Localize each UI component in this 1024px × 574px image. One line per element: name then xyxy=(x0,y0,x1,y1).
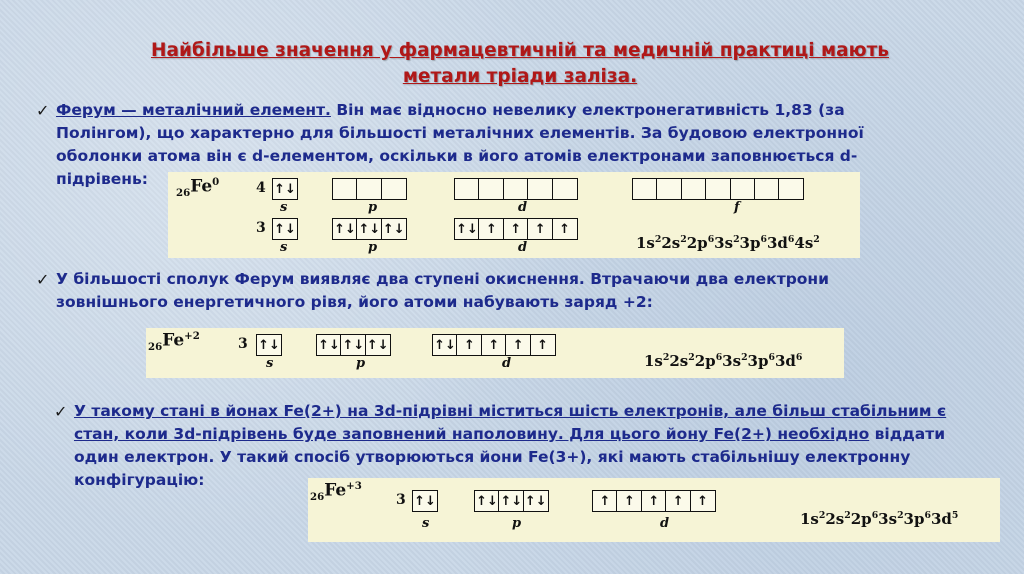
fe2-3d-orbital-2: ↑ xyxy=(456,334,482,356)
fe2-config-count: 2 xyxy=(688,352,695,363)
fe2-3p-orbital-2: ↑↓ xyxy=(340,334,366,356)
title-line-2: метали тріади заліза. xyxy=(402,66,638,87)
fe0-3d-orbital-4: ↑ xyxy=(527,218,553,240)
fe0-config-orbital: 1s xyxy=(636,234,655,252)
title-line-1: Найбільше значення у фармацевтичній та медичній практиці мають xyxy=(151,40,889,61)
fe0-4d-orbital-1 xyxy=(454,178,480,200)
fe2-3d-orbital-3: ↑ xyxy=(481,334,507,356)
fe2-config-orbital: 3p xyxy=(747,352,769,370)
fe2-electron-config xyxy=(644,352,802,370)
fe2-config-orbital: 1s xyxy=(644,352,663,370)
paragraph-2-text: У більшості сполук Ферум виявляє два ступені окиснення. Втрачаючи два електрони зовнішнього енергетичного рівя, його атоми набувають заряд +2: xyxy=(56,270,830,311)
fe2-atomic-number: 26 xyxy=(148,341,163,354)
fe0-config-count: 2 xyxy=(654,234,662,245)
fe3-config-orbital: 3s xyxy=(878,510,898,528)
fe0-config-count: 6 xyxy=(787,234,795,245)
fe2-config-orbital: 2s xyxy=(669,352,689,370)
fe0-3d-orbital-2: ↑ xyxy=(478,218,504,240)
fe3-config-count: 5 xyxy=(951,510,959,521)
fe0-4p-orbital-3 xyxy=(381,178,407,200)
check-icon: ✓ xyxy=(54,402,68,421)
slide-title xyxy=(60,38,980,90)
fe2-orbital-diagram xyxy=(146,328,844,378)
fe3-config-orbital: 1s xyxy=(800,510,819,528)
fe3-orbital-diagram xyxy=(308,478,1000,542)
fe3-label-p: p xyxy=(512,516,522,531)
fe0-config-orbital: 4s xyxy=(794,234,814,252)
fe0-4f-boxes xyxy=(632,178,804,200)
fe0-3d-boxes xyxy=(454,218,578,240)
fe0-4d-boxes xyxy=(454,178,578,200)
fe0-config-orbital: 2s xyxy=(661,234,681,252)
fe2-label-d: d xyxy=(502,356,512,371)
fe0-atomic-number: 26 xyxy=(176,187,191,200)
fe3-electron-config xyxy=(800,510,958,528)
fe3-3p-orbital-2: ↑↓ xyxy=(498,490,524,512)
fe0-config-orbital: 3s xyxy=(714,234,734,252)
fe3-charge: +3 xyxy=(346,480,362,492)
fe3-config-count: 2 xyxy=(897,510,904,521)
fe0-atom-label xyxy=(176,176,219,199)
fe0-electron-config xyxy=(636,234,820,252)
fe0-config-orbital: 2p xyxy=(686,234,708,252)
fe2-config-count: 6 xyxy=(715,352,723,363)
fe0-label-s-top: s xyxy=(280,200,288,215)
fe3-3d-orbital-3: ↑ xyxy=(641,490,667,512)
fe3-3p-orbital-3: ↑↓ xyxy=(523,490,549,512)
fe3-3p-boxes xyxy=(474,490,549,512)
fe0-3p-boxes xyxy=(332,218,407,240)
fe0-4d-orbital-3 xyxy=(503,178,529,200)
fe3-config-count: 6 xyxy=(924,510,931,521)
fe0-4p-orbital-2 xyxy=(356,178,382,200)
fe0-config-count: 2 xyxy=(733,234,740,245)
fe0-3d-orbital-5: ↑ xyxy=(552,218,578,240)
fe0-symbol: Fe xyxy=(190,176,213,197)
fe3-3d-orbital-2: ↑ xyxy=(616,490,642,512)
fe0-charge: 0 xyxy=(212,176,220,188)
fe0-label-d-top: d xyxy=(518,200,528,215)
fe0-config-count: 2 xyxy=(680,234,687,245)
fe0-config-count: 6 xyxy=(707,234,715,245)
fe3-3d-orbital-5: ↑ xyxy=(690,490,716,512)
fe0-4s-orbital: ↑↓ xyxy=(272,178,298,200)
fe2-3p-orbital-1: ↑↓ xyxy=(316,334,342,356)
fe2-atom-label xyxy=(148,330,200,353)
fe0-4f-orbital-2 xyxy=(656,178,682,200)
fe0-4d-orbital-5 xyxy=(552,178,578,200)
fe3-level-3: 3 xyxy=(396,492,406,508)
paragraph-3-rest: віддати один електрон. У такий спосіб утворюються йони Fe(3+), які мають стабільнішу електронну конфігурацію: xyxy=(74,425,946,489)
fe2-3d-orbital-4: ↑ xyxy=(505,334,531,356)
fe0-label-f-top: f xyxy=(734,200,740,215)
fe0-4s-box xyxy=(272,178,298,200)
fe3-3d-orbital-1: ↑ xyxy=(592,490,618,512)
fe2-config-count: 2 xyxy=(741,352,748,363)
fe0-level-4: 4 xyxy=(256,180,266,196)
fe0-config-count: 2 xyxy=(813,234,820,245)
fe0-4f-orbital-6 xyxy=(754,178,780,200)
fe3-label-d: d xyxy=(660,516,670,531)
paragraph-1-rest: Він має відносно невелику електронегативність 1,83 (за Полінгом), що характерно для більшості металічних елементів. За будовою електронної оболонки атома він є d-елементом, оскільки в його атомів електронами заповнюється d-підрівень: xyxy=(56,101,864,188)
fe3-config-orbital: 3p xyxy=(903,510,925,528)
fe0-config-count: 6 xyxy=(760,234,767,245)
fe3-3d-boxes xyxy=(592,490,716,512)
fe3-atomic-number: 26 xyxy=(310,491,325,504)
fe2-label-p: p xyxy=(356,356,366,371)
fe2-3d-boxes xyxy=(432,334,556,356)
fe0-4f-orbital-3 xyxy=(681,178,707,200)
fe3-config-orbital: 2s xyxy=(825,510,845,528)
fe0-4d-orbital-2 xyxy=(478,178,504,200)
fe0-3p-orbital-3: ↑↓ xyxy=(381,218,407,240)
check-icon: ✓ xyxy=(36,270,50,289)
fe2-3s-boxes xyxy=(256,334,282,356)
fe0-3d-orbital-3: ↑ xyxy=(503,218,529,240)
fe3-config-orbital: 2p xyxy=(850,510,872,528)
fe3-3s-orbital-1: ↑↓ xyxy=(412,490,438,512)
fe2-config-orbital: 3d xyxy=(774,352,796,370)
fe2-config-orbital: 2p xyxy=(694,352,716,370)
fe0-4p-orbital-1 xyxy=(332,178,358,200)
fe2-3p-orbital-3: ↑↓ xyxy=(365,334,391,356)
fe2-charge: +2 xyxy=(184,330,200,342)
fe3-config-orbital: 3d xyxy=(930,510,952,528)
fe0-3s-orbital-1: ↑↓ xyxy=(272,218,298,240)
fe0-3d-orbital-1: ↑↓ xyxy=(454,218,480,240)
fe0-3p-orbital-2: ↑↓ xyxy=(356,218,382,240)
fe0-4p-boxes xyxy=(332,178,407,200)
fe0-config-orbital: 3d xyxy=(766,234,788,252)
paragraph-2 xyxy=(36,268,936,314)
fe3-symbol: Fe xyxy=(324,480,347,501)
fe0-label-p-top: p xyxy=(368,200,378,215)
fe3-config-count: 2 xyxy=(844,510,851,521)
check-icon: ✓ xyxy=(36,101,50,120)
fe0-3s-boxes xyxy=(272,218,298,240)
paragraph-3-underlined: У такому стані в йонах Fe(2+) на 3d-підрівні міститься шість електронів, але більш стабільним є стан, коли 3d-підрівень буде заповнений наполовину. Для цього йону Fe(2+) необхідно xyxy=(74,402,947,443)
paragraph-1-underlined: Ферум — металічний елемент. xyxy=(56,101,331,119)
fe2-config-count: 6 xyxy=(768,352,775,363)
fe3-label-s: s xyxy=(422,516,430,531)
fe2-3s-orbital-1: ↑↓ xyxy=(256,334,282,356)
fe0-label-d-bottom: d xyxy=(518,240,528,255)
fe0-4f-orbital-4 xyxy=(705,178,731,200)
fe2-config-orbital: 3s xyxy=(722,352,742,370)
fe2-3p-boxes xyxy=(316,334,391,356)
fe0-3p-orbital-1: ↑↓ xyxy=(332,218,358,240)
fe0-4d-orbital-4 xyxy=(527,178,553,200)
fe3-3p-orbital-1: ↑↓ xyxy=(474,490,500,512)
fe2-label-s: s xyxy=(266,356,274,371)
fe3-3s-boxes xyxy=(412,490,438,512)
fe0-label-s-bottom: s xyxy=(280,240,288,255)
fe2-symbol: Fe xyxy=(162,330,185,351)
fe2-config-count: 2 xyxy=(662,352,670,363)
fe0-config-orbital: 3p xyxy=(739,234,761,252)
fe3-3d-orbital-4: ↑ xyxy=(665,490,691,512)
fe0-4f-orbital-5 xyxy=(730,178,756,200)
fe2-level-3: 3 xyxy=(238,336,248,352)
fe0-label-p-bottom: p xyxy=(368,240,378,255)
fe2-3d-orbital-5: ↑ xyxy=(530,334,556,356)
fe0-orbital-diagram xyxy=(168,172,860,258)
fe0-4f-orbital-1 xyxy=(632,178,658,200)
fe3-atom-label xyxy=(310,480,362,503)
fe0-4f-orbital-7 xyxy=(778,178,804,200)
fe3-config-count: 6 xyxy=(871,510,879,521)
fe3-config-count: 2 xyxy=(818,510,826,521)
fe2-config-count: 6 xyxy=(795,352,803,363)
fe0-level-3: 3 xyxy=(256,220,266,236)
fe2-3d-orbital-1: ↑↓ xyxy=(432,334,458,356)
